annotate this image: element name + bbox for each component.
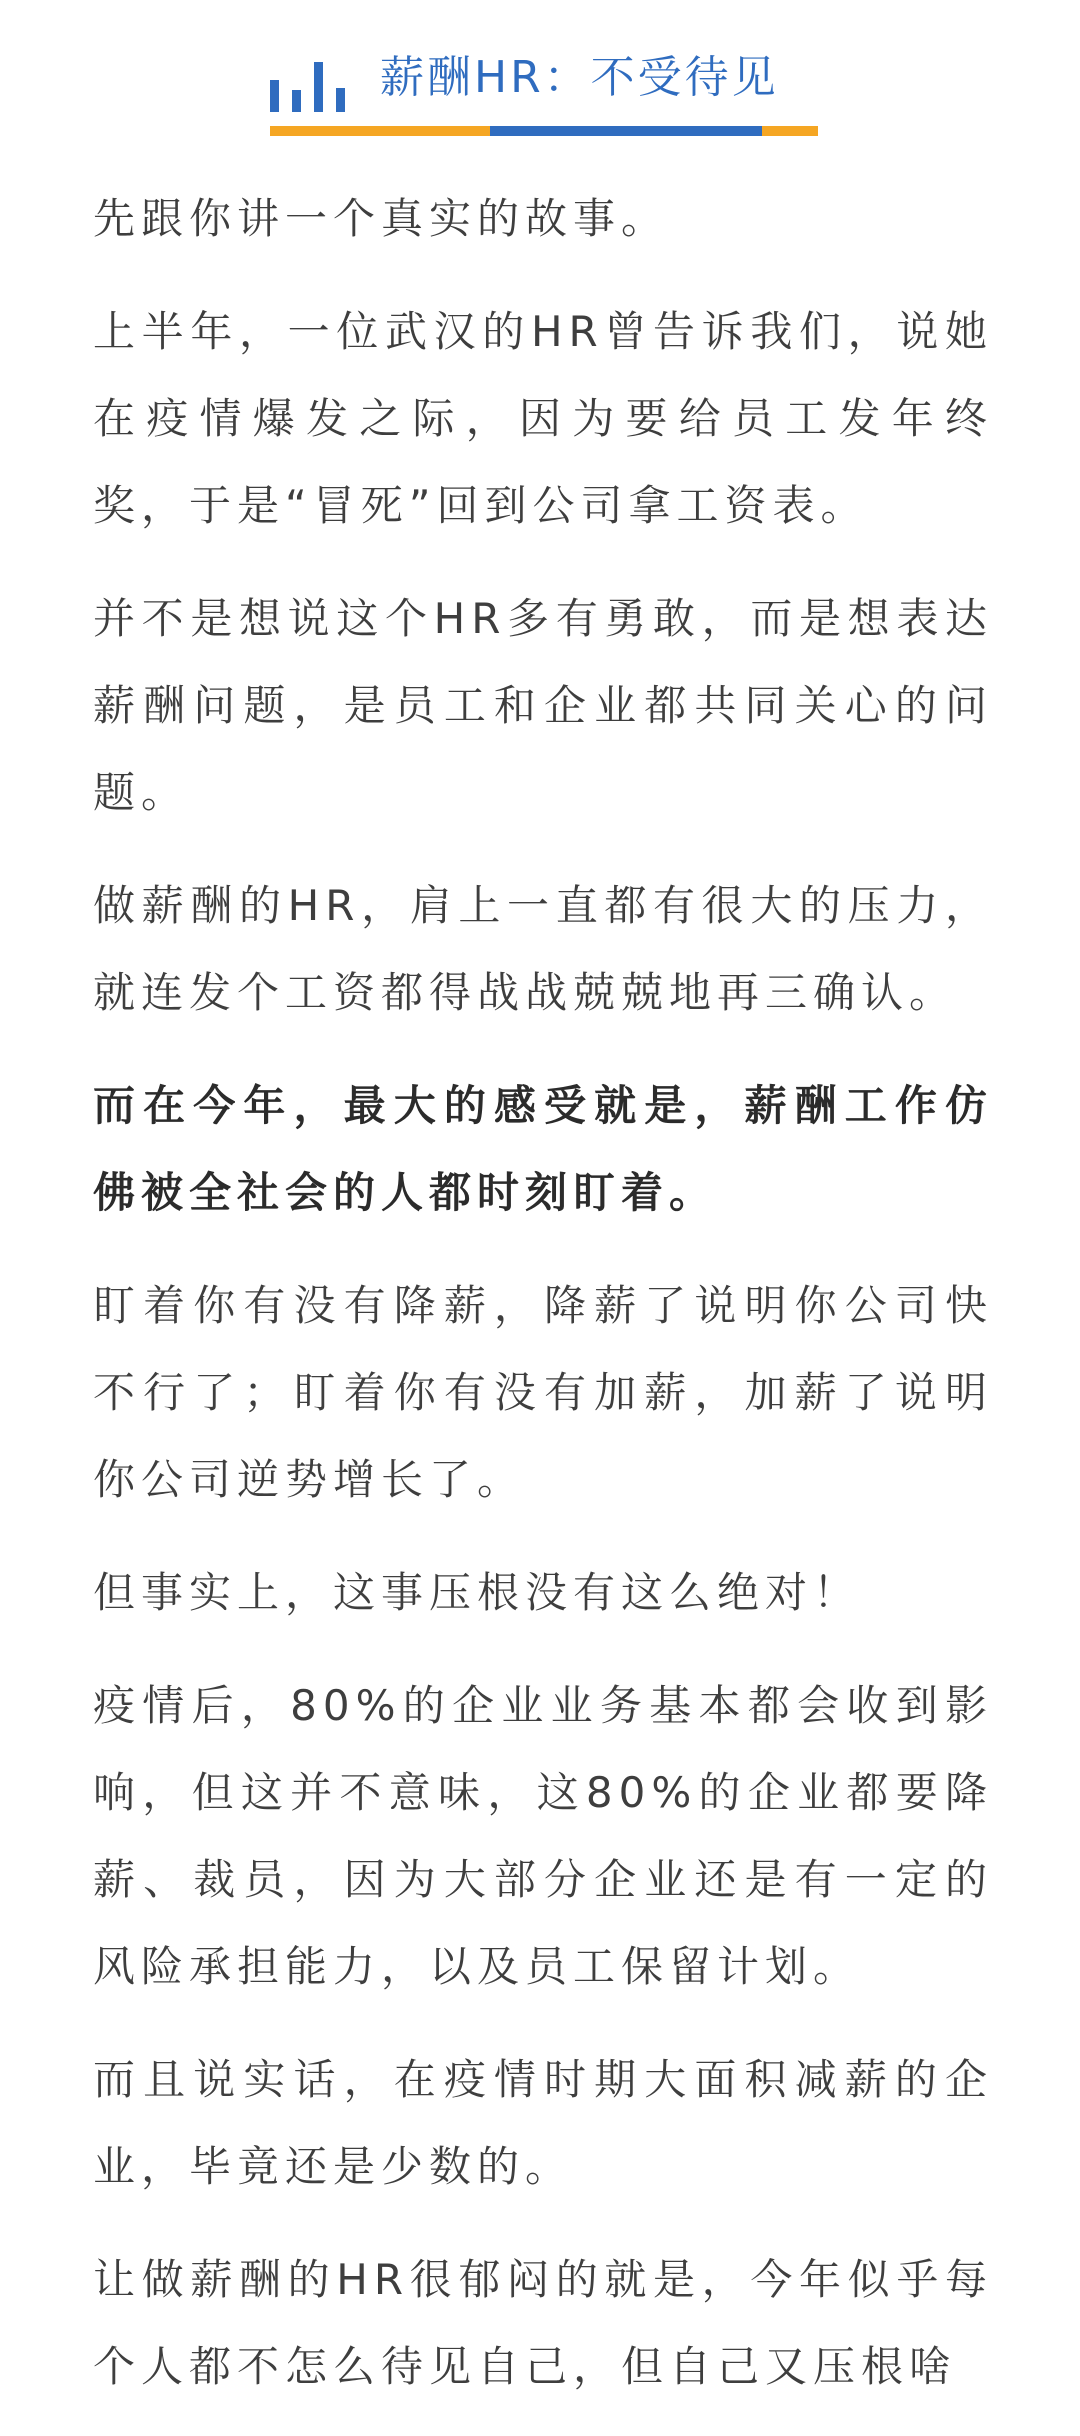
paragraph: 先跟你讲一个真实的故事。 — [93, 194, 670, 243]
underline-blue-middle — [490, 126, 762, 136]
paragraph: 做薪酬的HR，肩上一直都有很大的压力，就连发个工资都得战战兢兢地再三确认。 — [93, 881, 993, 1017]
page-title: 薪酬HR：不受待见 — [380, 52, 779, 103]
bar-chart-icon-bar — [292, 90, 301, 112]
paragraph: 但事实上，这事压根没有这么绝对！ — [93, 1568, 862, 1617]
paragraph: 上半年，一位武汉的HR曾告诉我们，说她在疫情爆发之际，因为要给员工发年终奖，于是“冒死”回到公司拿工资表。 — [93, 307, 993, 530]
article-body — [93, 175, 993, 2436]
paragraph: 并不是想说这个HR多有勇敢，而是想表达薪酬问题，是员工和企业都共同关心的问题。 — [93, 594, 993, 817]
underline-orange-left — [270, 126, 490, 136]
bar-chart-icon-bar — [314, 62, 323, 112]
paragraph: 让做薪酬的HR很郁闷的就是，今年似乎每个人都不怎么待见自己，但自己又压根啥 — [93, 2255, 993, 2391]
title-underline — [270, 126, 818, 136]
underline-orange-right — [762, 126, 818, 136]
header-inner — [270, 42, 810, 132]
bar-chart-icon — [270, 62, 346, 112]
paragraph: 疫情后，80%的企业业务基本都会收到影响，但这并不意味，这80%的企业都要降薪、裁员，因为大部分企业还是有一定的风险承担能力，以及员工保留计划。 — [93, 1681, 993, 1991]
bar-chart-icon-bar — [336, 88, 345, 112]
section-header — [0, 0, 1080, 140]
paragraph: 盯着你有没有降薪，降薪了说明你公司快不行了；盯着你有没有加薪，加薪了说明你公司逆势增长了。 — [93, 1281, 993, 1504]
bar-chart-icon-bar — [270, 80, 279, 112]
paragraph-emphasis: 而在今年，最大的感受就是，薪酬工作仿佛被全社会的人都时刻盯着。 — [93, 1081, 993, 1217]
paragraph: 而且说实话，在疫情时期大面积减薪的企业，毕竟还是少数的。 — [93, 2055, 993, 2191]
